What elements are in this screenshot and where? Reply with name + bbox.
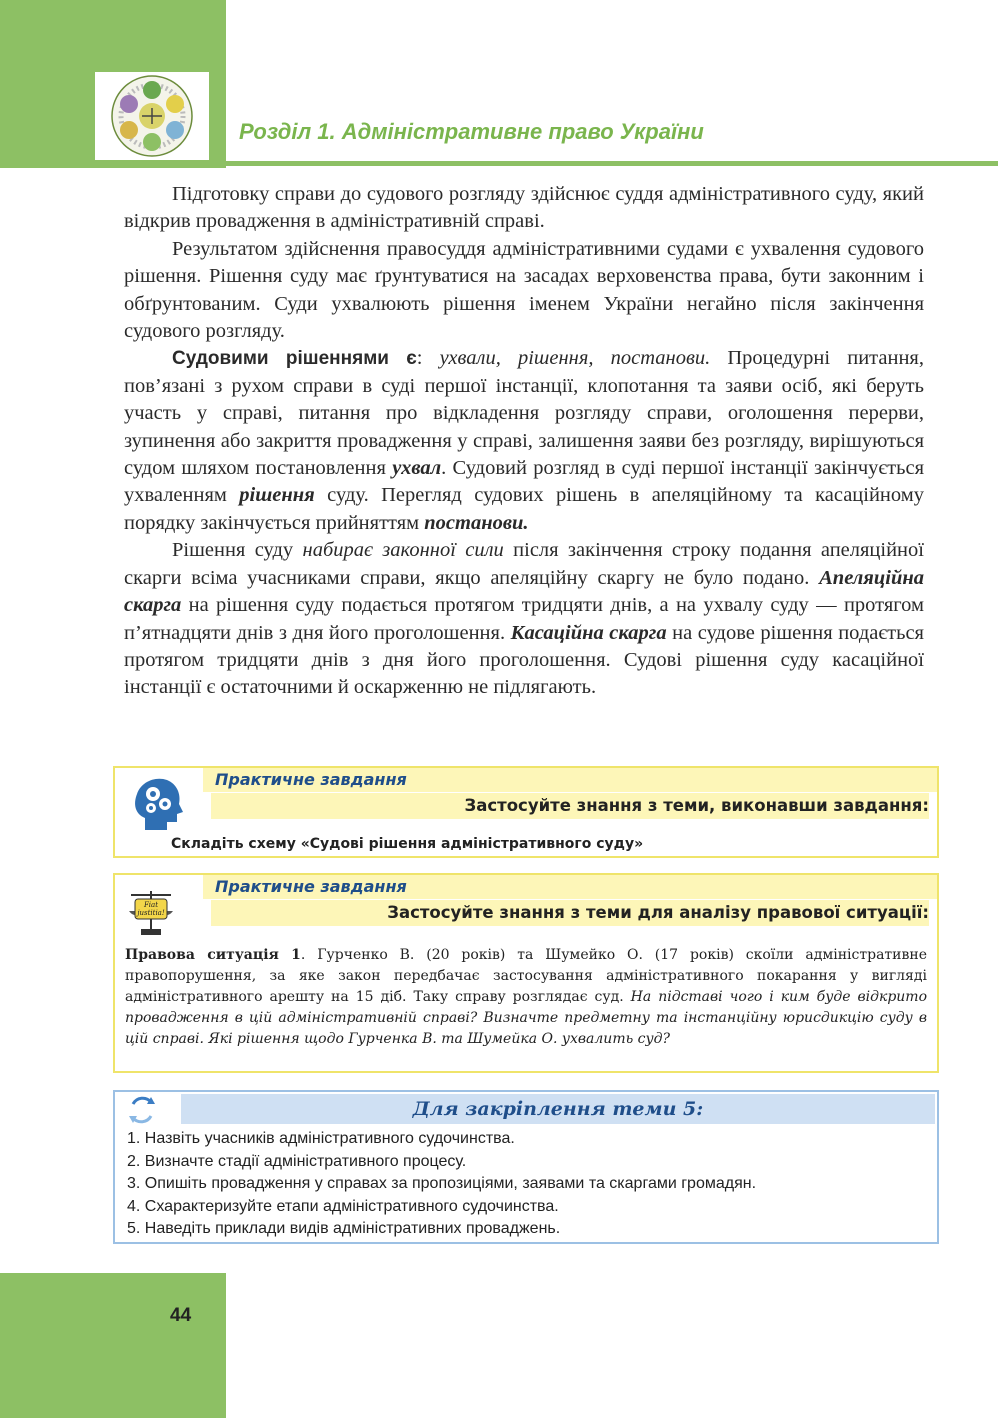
header-divider <box>226 161 998 166</box>
list-item: 3. Опишіть провадження у справах за пропозиціями, заявами та скаргами громадян. <box>127 1175 757 1193</box>
consolidation-title: Для закріплення теми 5: <box>181 1094 935 1124</box>
head-gears-icon <box>123 774 191 834</box>
task-text: Складіть схему «Судові рішення адміністративного суду» <box>171 836 644 852</box>
main-text <box>124 181 924 702</box>
consolidation-list <box>127 1128 756 1241</box>
task-title: Практичне завдання <box>203 768 937 792</box>
list-item: 2. Визначте стадії адміністративного процесу. <box>127 1152 467 1170</box>
badge-line-1: Fiat <box>143 901 159 909</box>
practical-task-2 <box>113 873 939 1073</box>
task-subtitle: Застосуйте знання з теми для аналізу правової ситуації: <box>211 900 929 926</box>
situation-question: На підставі чого і ким буде відкрито провадження в цій адміністративній справі? Визначте предметну та інстанційну юрисдикцію суду в цій справі. Які рішення щодо Гурченка В. та Шумейка О. ухвалить суд? <box>125 989 927 1047</box>
paragraph-1: Підготовку справи до судового розгляду здійснює суддя адміністративного суду, який відкрив провадження в адміністративній справі. <box>124 183 924 233</box>
paragraph-4: Рішення суду набирає законної сили після закінчення строку подання апеляційної скарги всіма учасниками справи, якщо апеляційну скаргу не було подано. Апеляційна скарга на рішення суду подається протягом тридцяти днів, а на ухвалу суду — протягом п’ятнадцяти днів з дня його проголошення. Касаційна скарга на судове рішення подається протягом тридцяти днів з дня його проголошення. Судові рішення суду касаційної інстанції є остаточними й оскарженню не підлягають. <box>124 539 924 699</box>
page-number: 44 <box>170 1305 192 1326</box>
refresh-arrows-icon <box>125 1094 159 1126</box>
paragraph-2: Результатом здійснення правосуддя адміністративними судами є ухвалення судового рішення. Рішення суду має ґрунтуватися на засадах верховенства права, бути законним і обґрунтованим. Суди ухвалюють рішення іменем України негайно після закінчення судового розгляду. <box>124 237 924 343</box>
task-subtitle: Застосуйте знання з теми, виконавши завдання: <box>211 793 929 819</box>
list-item: 4. Схарактеризуйте етапи адміністративного судочинства. <box>127 1197 559 1215</box>
task-title: Практичне завдання <box>203 875 937 899</box>
paragraph-3: Судовими рішеннями є: ухвали, рішення, постанови. Процедурні питання, пов’язані з рухом справи в суді першої інстанції, клопотання та заяви осіб, які беруть участь у справі, питання про відкладення розгляду справи, оголошення перерви, зупинення або закриття провадження у справі, залишення заяви без розгляду, вирішуються судом шляхом постановлення ухвал. Судовий розгляд в суді першої інстанції закінчується ухваленням рішення суду. Перегляд судових рішень в апеляційному та касаційному порядку закінчується прийняттям постанови. <box>124 347 925 534</box>
chapter-logo <box>95 72 209 160</box>
practical-task-1 <box>113 766 939 858</box>
situation-label: Правова ситуація 1 <box>125 947 301 963</box>
chapter-title: Розділ 1. Адміністративне право України <box>239 119 704 144</box>
term-court-decisions: Судовими рішеннями є <box>172 348 417 370</box>
legal-situation-text: Правова ситуація 1. Гурченко В. (20 років) та Шумейко О. (17 років) скоїли адміністративне правопорушення, за яке закон передбачає застосування адміністративного покарання у вигляді адміністративного арешту на 15 діб. Таку справу розглядає суд. На підставі чого і ким буде відкрито провадження в цій адміністративній справі? Визначте предметну та інстанційну юрисдикцію суду в цій справі. Які рішення щодо Гурченка В. та Шумейка О. ухвалить суд? <box>125 947 928 1047</box>
list-item: 1. Назвіть учасників адміністративного судочинства. <box>127 1130 515 1147</box>
consolidation-box <box>113 1090 939 1244</box>
fiat-justitia-scales-icon <box>123 881 191 941</box>
footer-green-block <box>0 1273 226 1418</box>
list-item: 5. Наведіть приклади видів адміністративних проваджень. <box>127 1220 561 1238</box>
badge-line-2: justitia! <box>137 909 165 917</box>
